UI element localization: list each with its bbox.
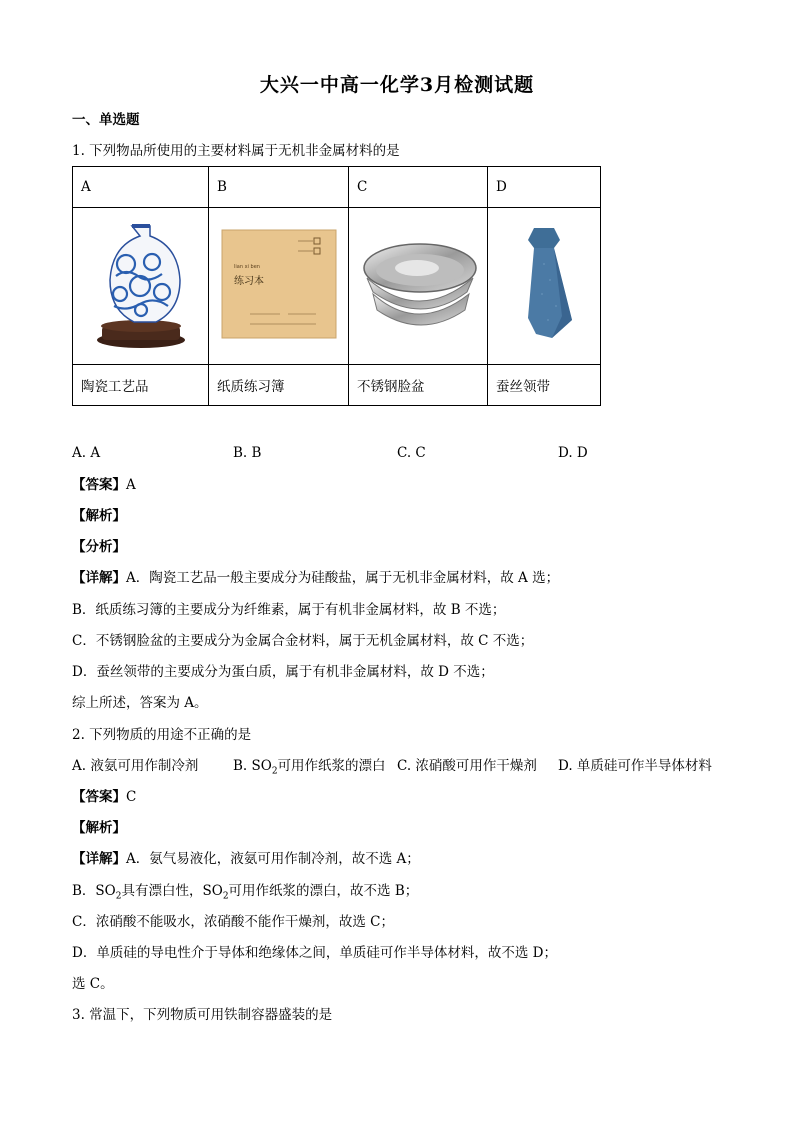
page-title: 大兴一中高一化学3月检测试题 [259, 74, 535, 96]
header-b: B [209, 167, 349, 208]
detail-text: A．氨气易液化，液氨可用作制冷剂，故不选 A； [126, 851, 420, 867]
q2-choice-d: D. 单质硅可作半导体材料 [558, 758, 712, 774]
q1-answer [72, 476, 136, 494]
q1-fenxi-tag: 【分析】 [72, 539, 126, 555]
q1-conclusion: 综上所述，答案为 A。 [72, 695, 208, 711]
detail-tag: 【详解】 [72, 851, 126, 867]
answer-tag: 【答案】 [72, 477, 126, 493]
q1-analysis-tag: 【解析】 [72, 508, 126, 524]
vase-icon [86, 214, 196, 354]
q2-detail-b [72, 882, 418, 906]
q2-detail-d: D．单质硅的导电性介于导体和绝缘体之间，单质硅可作半导体材料，故不选 D； [72, 945, 557, 961]
detail-tag: 【详解】 [72, 570, 126, 586]
header-d: D [488, 167, 601, 208]
header-c: C [349, 167, 488, 208]
q1-detail-b: B．纸质练习簿的主要成分为纤维素，属于有机非金属材料，故 B 不选； [72, 602, 506, 618]
q2-choice-a: A. 液氨可用作制冷剂 [72, 758, 199, 774]
detail-b-part2: 具有漂白性，SO [121, 883, 223, 899]
choice-b-pre: B. SO [233, 758, 272, 774]
notebook-pinyin: lian xi ben [233, 264, 260, 270]
q2-choice-b [233, 757, 386, 781]
q1-detail-c: C．不锈钢脸盆的主要成分为金属合金材料，属于无机金属材料，故 C 不选； [72, 633, 534, 649]
section-heading: 一、单选题 [72, 112, 140, 128]
q3-stem: 3. 常温下，下列物质可用铁制容器盛装的是 [72, 1007, 333, 1023]
q1-choice-c: C. C [397, 445, 426, 461]
detail-b-part3: 可用作纸浆的漂白，故不选 B； [228, 883, 419, 899]
detail-text: A．陶瓷工艺品一般主要成分为硅酸盐，属于无机非金属材料，故 A 选； [126, 570, 560, 586]
answer-tag: 【答案】 [72, 789, 126, 805]
notebook-title: 练习本 [233, 276, 264, 287]
choice-b-post: 可用作纸浆的漂白 [277, 758, 386, 774]
label-tie: 蚕丝领带 [488, 365, 601, 406]
q2-answer [72, 788, 136, 806]
paper-notebook-image [209, 208, 349, 365]
q2-conclusion: 选 C。 [72, 976, 114, 992]
answer-value: C [126, 789, 137, 805]
q1-detail-d: D．蚕丝领带的主要成分为蛋白质，属于有机非金属材料，故 D 不选； [72, 664, 494, 680]
basin-icon [359, 234, 477, 334]
q1-choice-a: A. A [72, 445, 101, 461]
label-notebook: 纸质练习簿 [209, 365, 349, 406]
subscript: 2 [271, 766, 278, 777]
header-a: A [73, 167, 209, 208]
tie-icon [504, 224, 584, 344]
subscript: 2 [222, 891, 229, 902]
answer-value: A [126, 477, 136, 493]
detail-b-part1: B．SO [72, 883, 116, 899]
q2-choice-c: C. 浓硝酸可用作干燥剂 [397, 758, 537, 774]
q1-detail-a [72, 569, 559, 587]
porcelain-vase-image [73, 208, 209, 365]
q2-detail-a [72, 850, 420, 868]
q2-stem: 2. 下列物质的用途不正确的是 [72, 727, 252, 743]
silk-tie-image [488, 208, 601, 365]
q1-choice-d: D. D [558, 445, 588, 461]
q2-detail-c: C．浓硝酸不能吸水，浓硝酸不能作干燥剂，故选 C； [72, 914, 394, 930]
q2-analysis-tag: 【解析】 [72, 820, 126, 836]
q1-choice-b: B. B [233, 445, 262, 461]
q1-stem: 1. 下列物品所使用的主要材料属于无机非金属材料的是 [72, 143, 400, 159]
subscript: 2 [115, 891, 122, 902]
label-basin: 不锈钢脸盆 [349, 365, 488, 406]
notebook-icon [220, 228, 338, 340]
label-porcelain: 陶瓷工艺品 [73, 365, 209, 406]
steel-basin-image [349, 208, 488, 365]
q1-options-table [72, 166, 601, 406]
